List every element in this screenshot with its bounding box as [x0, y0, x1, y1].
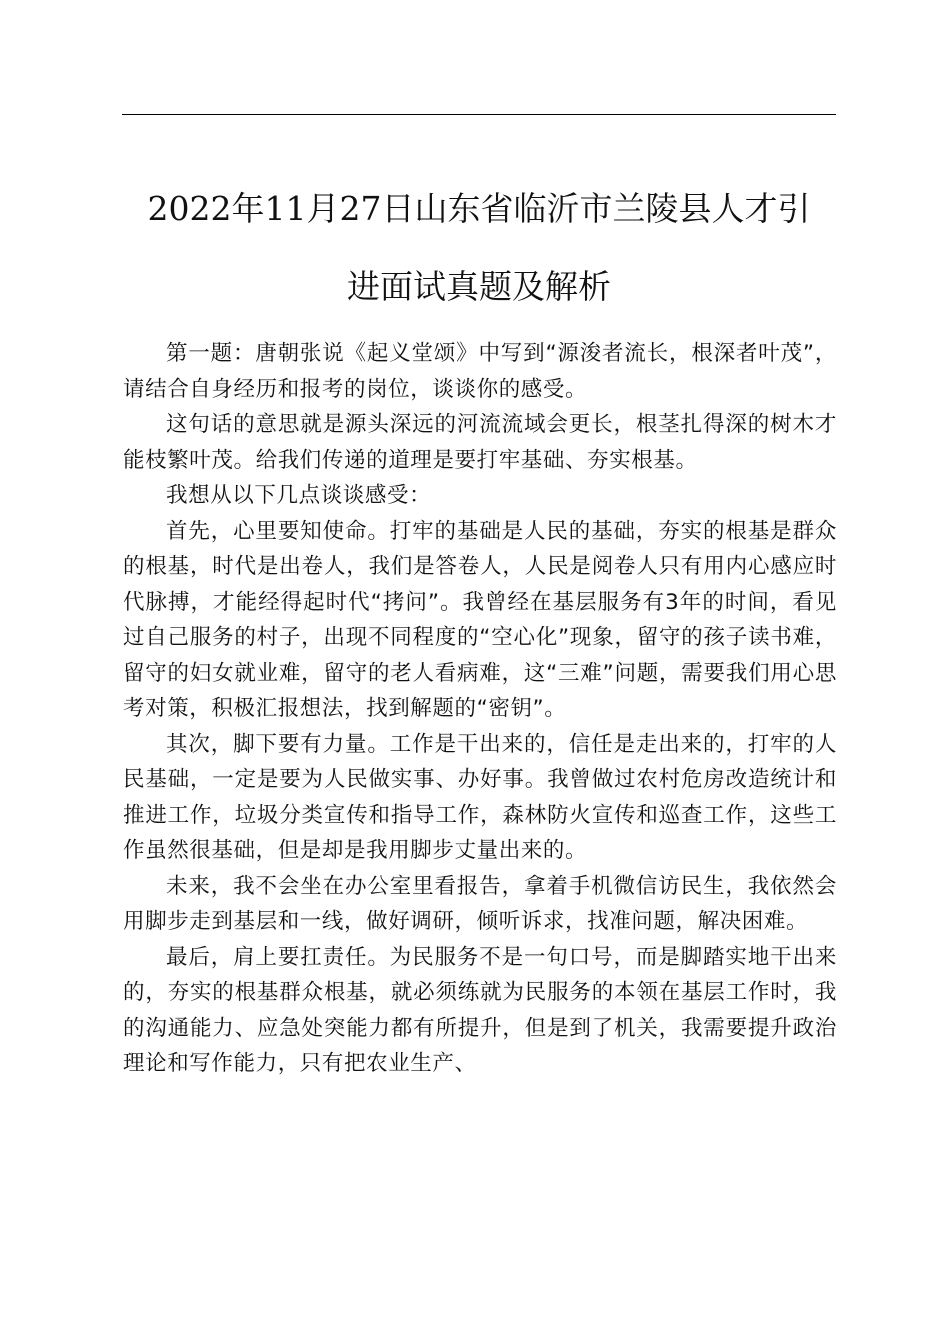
paragraph-meaning: 这句话的意思就是源头深远的河流流域会更长，根茎扎得深的树木才能枝繁叶茂。给我们传递的道理是要打牢基础、夯实根基。 [123, 412, 837, 473]
paragraph-first-point: 首先，心里要知使命。打牢的基础是人民的基础，夯实的根基是群众的根基，时代是出卷人，我们是答卷人，人民是阅卷人只有用内心感应时代脉搏，才能经得起时代“拷问”。我曾经在基层服务有3年的时间，看见过自己服务的村子，出现不同程度的“空心化”现象，留守的孩子读书难，留守的妇女就业难，留守的老人看病难，这“三难”问题，需要我们用心思考对策，积极汇报想法，找到解题的“密钥”。 [123, 518, 837, 721]
body-text [123, 336, 837, 1082]
paragraph-question: 第一题：唐朝张说《起义堂颂》中写到“源浚者流长，根深者叶茂”，请结合自身经历和报考的岗位，谈谈你的感受。 [123, 341, 837, 402]
title-line-1: 2022年11月27日山东省临沂市兰陵县人才引 [147, 189, 811, 228]
page-title [100, 170, 858, 326]
paragraph-second-point: 其次，脚下要有力量。工作是干出来的，信任是走出来的，打牢的人民基础，一定是要为人民做实事、办好事。我曾做过农村危房改造统计和推进工作，垃圾分类宣传和指导工作，森林防火宣传和巡查工作，这些工作虽然很基础，但是却是我用脚步丈量出来的。 [123, 731, 837, 863]
paragraph-future: 未来，我不会坐在办公室里看报告，拿着手机微信访民生，我依然会用脚步走到基层和一线，做好调研，倾听诉求，找准问题，解决困难。 [123, 873, 837, 934]
paragraph-intro: 我想从以下几点谈谈感受： [166, 483, 432, 508]
title-line-2: 进面试真题及解析 [347, 267, 611, 306]
header-rule [122, 114, 836, 115]
paragraph-last-point: 最后，肩上要扛责任。为民服务不是一句口号，而是脚踏实地干出来的，夯实的根基群众根基，就必须练就为民服务的本领在基层工作时，我的沟通能力、应急处突能力都有所提升，但是到了机关，我需要提升政治理论和写作能力，只有把农业生产、 [123, 944, 837, 1076]
